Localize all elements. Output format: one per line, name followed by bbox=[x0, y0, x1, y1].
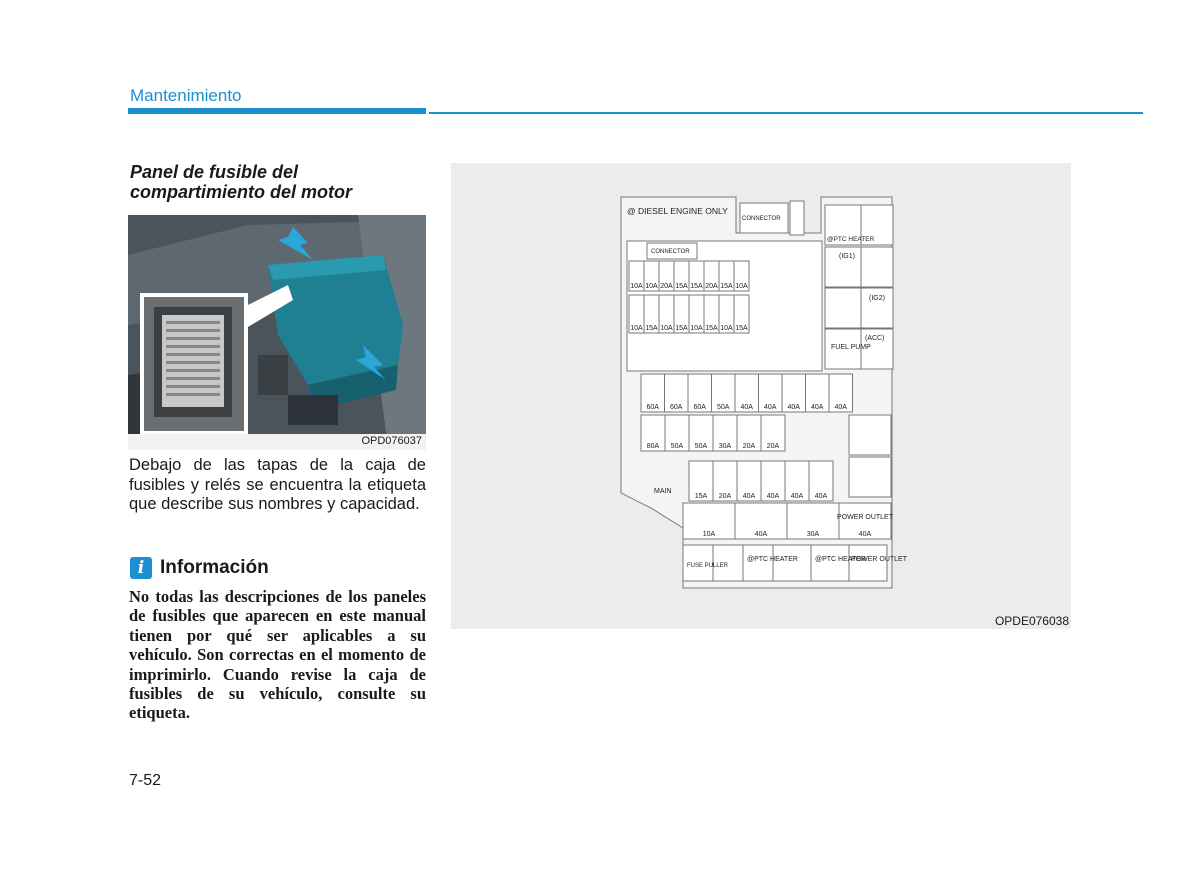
body-paragraph: Debajo de las tapas de la caja de fusibles y relés se encuentra la etiqueta que describe sus nombres y capacidad. bbox=[129, 456, 426, 513]
fuel-pump-label: FUEL PUMP bbox=[831, 344, 871, 351]
bottom-ptc-heater-1: @PTC HEATER bbox=[747, 556, 798, 563]
fuse-row3-amp: 40A bbox=[764, 404, 777, 411]
fuse-top-amp: 20A bbox=[660, 283, 673, 290]
power-outlet-label: POWER OUTLET bbox=[837, 514, 894, 521]
fuse-row-top bbox=[629, 261, 749, 291]
fuse-mid-amp: 15A bbox=[675, 325, 688, 332]
info-icon: i bbox=[130, 557, 152, 579]
page-number: 7-52 bbox=[129, 772, 162, 789]
fuse-row4-amp: 80A bbox=[646, 443, 660, 450]
fuse-top-amp: 15A bbox=[690, 283, 703, 290]
fuse-row4-amp: 50A bbox=[694, 443, 708, 450]
fuse-row-5 bbox=[689, 461, 833, 501]
fuse-row6-amp: 10A bbox=[702, 531, 716, 538]
photo-code: OPD076037 bbox=[361, 435, 422, 447]
fuse-row5-amp: 40A bbox=[742, 493, 756, 500]
fuse-row3-amp: 50A bbox=[717, 404, 730, 411]
fuse-mid-amp: 15A bbox=[735, 325, 748, 332]
fuse-row3-amp: 60A bbox=[670, 404, 683, 411]
fuse-row4-amp: 20A bbox=[766, 443, 780, 450]
fuse-row-3 bbox=[641, 374, 853, 412]
info-paragraph: No todas las descripciones de los paneles de fusibles que aparecen en este manual tienen por qué ser aplicables a su vehículo. Son correctas en el momento de imprimirlo. Cuando revise la caja de fusibles de su vehículo, consulte su etiqueta. bbox=[129, 587, 426, 723]
header-rule-accent bbox=[128, 108, 426, 114]
fuse-top-amp: 20A bbox=[705, 283, 718, 290]
fuse-row-mid bbox=[629, 295, 749, 333]
fuse-row6-amp: 30A bbox=[806, 531, 820, 538]
section-title: Mantenimiento bbox=[130, 86, 242, 105]
bottom-power-outlet: POWER OUTLET bbox=[851, 556, 908, 563]
fuse-mid-amp: 10A bbox=[630, 325, 643, 332]
fuse-row6-amp: 40A bbox=[858, 531, 872, 538]
fuse-row5-amp: 20A bbox=[718, 493, 732, 500]
photo-caption bbox=[128, 434, 426, 450]
fuse-panel-diagram bbox=[451, 163, 1071, 629]
ptc-heater-relay-label: @PTC HEATER bbox=[827, 236, 875, 243]
diesel-note: @ DIESEL ENGINE ONLY bbox=[627, 206, 728, 216]
main-label: MAIN bbox=[654, 488, 672, 495]
acc-label: (ACC) bbox=[865, 335, 885, 342]
ig2-label: (IG2) bbox=[869, 295, 885, 302]
fuse-top-amp: 15A bbox=[720, 283, 733, 290]
heading-line-2: compartimiento del motor bbox=[130, 182, 353, 202]
fuse-row3-amp: 40A bbox=[740, 404, 753, 411]
fuse-top-amp: 10A bbox=[645, 283, 658, 290]
fuse-row4-amp: 20A bbox=[742, 443, 756, 450]
ig1-label: (IG1) bbox=[839, 253, 855, 260]
fuse-layout-drawing bbox=[451, 163, 1071, 629]
fuse-row3-amp: 60A bbox=[646, 404, 659, 411]
fuse-row-4 bbox=[641, 415, 785, 451]
page-heading bbox=[130, 162, 430, 202]
fuse-row6-amp: 40A bbox=[754, 531, 768, 538]
info-title: Información bbox=[160, 557, 269, 578]
bottom-ptc-heater-2: @PTC HEATER bbox=[815, 556, 866, 563]
fuse-top-amp: 10A bbox=[630, 283, 643, 290]
fuse-top-amp: 15A bbox=[675, 283, 688, 290]
fuse-row3-amp: 40A bbox=[787, 404, 800, 411]
fuse-mid-amp: 10A bbox=[690, 325, 703, 332]
fuse-row4-amp: 30A bbox=[718, 443, 732, 450]
fuse-top-amp: 10A bbox=[735, 283, 748, 290]
fuse-mid-amp: 10A bbox=[720, 325, 733, 332]
fuse-mid-amp: 15A bbox=[645, 325, 658, 332]
engine-bay-illustration bbox=[128, 215, 426, 448]
header-rule bbox=[429, 112, 1143, 114]
engine-fuse-box-photo bbox=[128, 215, 426, 448]
connector-label: CONNECTOR bbox=[742, 216, 781, 222]
fuse-row-6 bbox=[683, 503, 891, 539]
fuse-row3-amp: 40A bbox=[834, 404, 847, 411]
inner-connector-label: CONNECTOR bbox=[651, 249, 690, 255]
fuse-puller-label: FUSE PULLER bbox=[687, 563, 729, 569]
fuse-row5-amp: 40A bbox=[790, 493, 804, 500]
fuse-row3-amp: 40A bbox=[811, 404, 824, 411]
fuse-row5-amp: 15A bbox=[694, 493, 708, 500]
fuse-row4-amp: 50A bbox=[670, 443, 684, 450]
heading-line-1: Panel de fusible del bbox=[130, 162, 299, 182]
diagram-code: OPDE076038 bbox=[994, 614, 1069, 628]
fuse-mid-amp: 10A bbox=[660, 325, 673, 332]
fuse-mid-amp: 15A bbox=[705, 325, 718, 332]
fuse-row5-amp: 40A bbox=[814, 493, 828, 500]
fuse-row3-amp: 60A bbox=[693, 404, 706, 411]
fuse-row5-amp: 40A bbox=[766, 493, 780, 500]
